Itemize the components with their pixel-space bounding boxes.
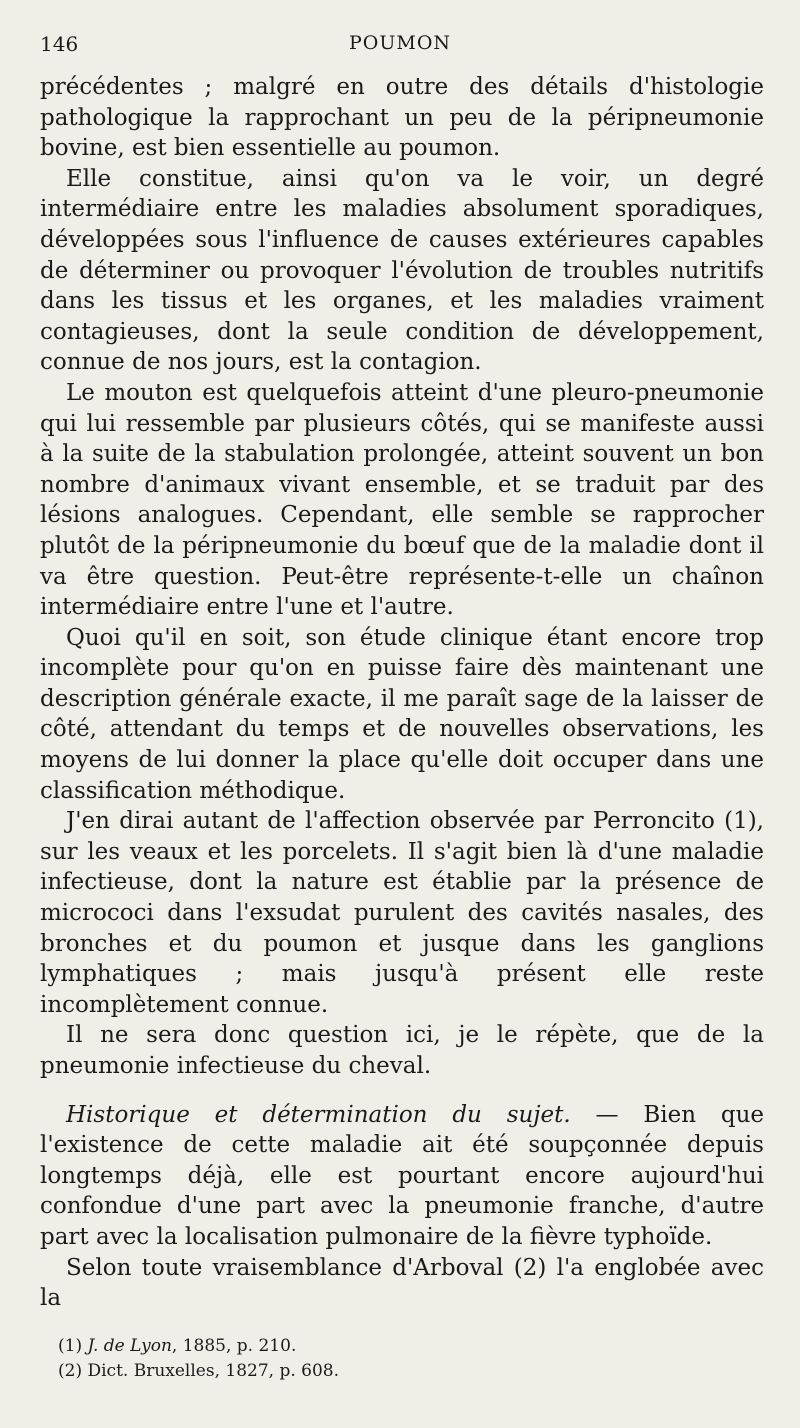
section-text: — Bien que l'existence de cette maladie ait été soupçonnée depuis longtemps déjà, elle est pourtant encore aujourd'hui confondue d'une part avec la pneumonie franche, d'autre part avec la localisation pulmonaire de la fièvre typhoïde. xyxy=(40,1101,765,1250)
section-heading: Historique et détermination du sujet. xyxy=(66,1101,571,1128)
paragraph: Elle constitue, ainsi qu'on va le voir, un degré intermédiaire entre les maladies absolument sporadiques, développées sous l'influence de causes extérieures capables de déterminer ou provoquer l'évolution de troubles nutritifs dans les tissus et les organes, et les maladies vraiment contagieuses, dont la seule condition de développement, connue de nos jours, est la contagion. xyxy=(40,165,764,376)
page-number: 146 xyxy=(40,32,79,56)
running-title: POUMON xyxy=(348,32,452,54)
paragraph: précédentes ; malgré en outre des détails d'histologie pathologique la rapprochant un peu de la péripneumonie bovine, est bien essentielle au poumon. xyxy=(40,74,764,162)
paragraph: J'en dirai autant de l'affection observée par Perroncito (1), sur les veaux et les porcelets. Il s'agit bien là d'une maladie infectieuse, dont la nature est établie par la présence de micrococi dans l'exsudat purulent des cavités nasales, des bronches et du poumon et jusque dans les ganglions lymphatiques ; mais jusqu'à présent elle reste incomplètement connue. xyxy=(40,808,764,1018)
section-paragraph xyxy=(40,1100,764,1253)
footnotes xyxy=(58,1334,758,1384)
footnote-title: J. de Lyon xyxy=(87,1336,172,1356)
footnote-mark: (1) xyxy=(58,1336,88,1356)
footnote xyxy=(58,1334,758,1359)
footnote-text: , 1885, p. 210. xyxy=(171,1336,297,1356)
paragraph: Selon toute vraisemblance d'Arboval (2) l'a englobée avec la xyxy=(40,1254,764,1312)
footnote-mark: (2) xyxy=(58,1361,88,1381)
footnote-title: Dict. Bruxelles xyxy=(87,1361,215,1381)
paragraph: Quoi qu'il en soit, son étude clinique étant encore trop incomplète pour qu'on en puisse faire dès maintenant une description générale exacte, il me paraît sage de la laisser de côté, attendant du temps et de nouvelles observations, les moyens de lui donner la place qu'elle doit occuper dans une classification méthodique. xyxy=(40,624,764,804)
footnote-text: , 1827, p. 608. xyxy=(214,1361,340,1381)
footnote xyxy=(58,1359,758,1384)
paragraph: Le mouton est quelquefois atteint d'une pleuro-pneumonie qui lui ressemble par plusieurs côtés, qui se manifeste aussi à la suite de la stabulation prolongée, atteint souvent un bon nombre d'animaux vivant ensemble, et se traduit par des lésions analogues. Cependant, elle semble se rapprocher plutôt de la péripneumonie du bœuf que de la maladie dont il va être question. Peut-être représente-t-elle un chaînon intermédiaire entre l'une et l'autre. xyxy=(40,379,764,621)
page-header xyxy=(40,32,760,62)
paragraph: Il ne sera donc question ici, je le répète, que de la pneumonie infectieuse du cheval. xyxy=(40,1022,764,1079)
body-text xyxy=(40,72,764,1314)
